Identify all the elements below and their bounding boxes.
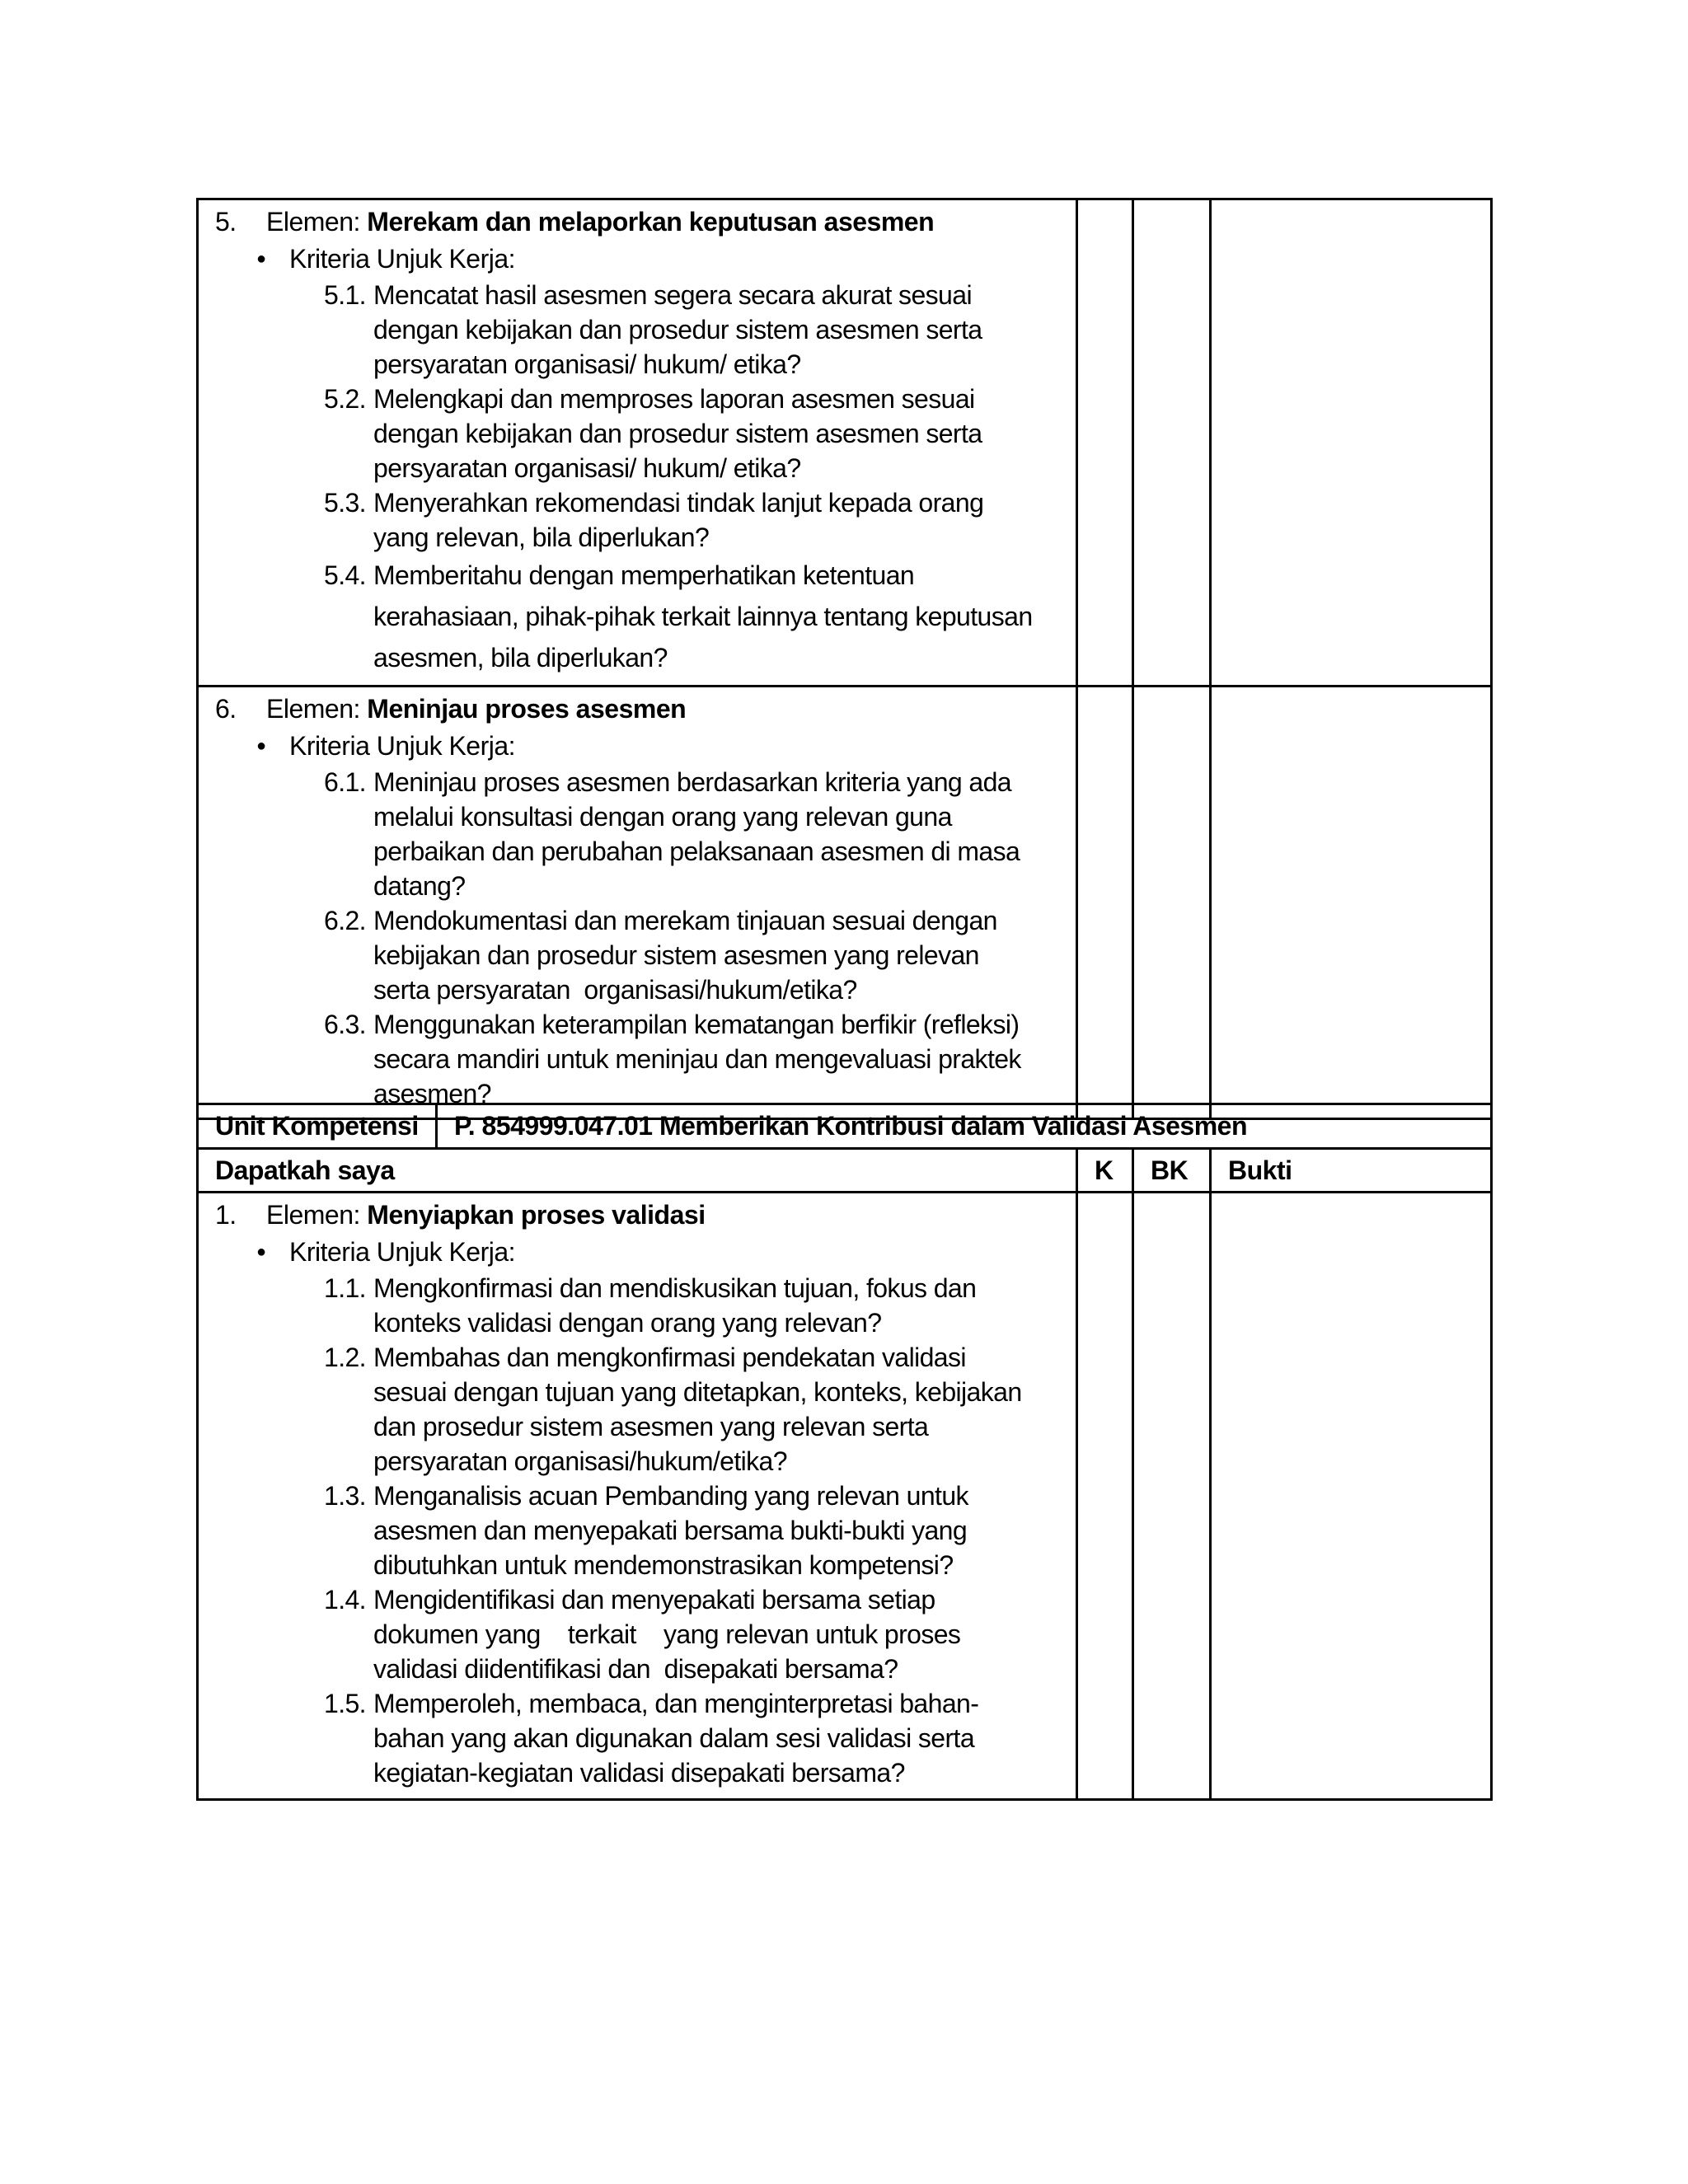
criterion-text: Membahas dan mengkonfirmasi pendekatan validasi sesuai dengan tujuan yang ditetapkan, konteks, kebijakan dan prosedur sistem asesmen yang relevan serta persyaratan organisasi/hukum/etika? — [373, 1343, 1022, 1476]
element-cell — [198, 687, 1077, 1119]
bukti-header-cell — [1211, 1149, 1492, 1193]
k-checkbox-cell[interactable] — [1077, 1193, 1133, 1800]
unit-title-cell — [437, 1104, 1492, 1149]
element-label: Elemen: — [266, 207, 360, 237]
criterion-text: Memperoleh, membaca, dan menginterpretasi bahan-bahan yang akan digunakan dalam sesi validasi serta kegiatan-kegiatan validasi disepakati bersama? — [373, 1689, 979, 1788]
criterion — [215, 278, 1076, 382]
element-label: Elemen: — [266, 1200, 360, 1230]
bk-checkbox-cell[interactable] — [1133, 687, 1211, 1119]
bullet-icon: ● — [256, 1243, 266, 1261]
bk-header: BK — [1151, 1155, 1189, 1185]
unit-label: Unit Kompetensi — [215, 1111, 419, 1141]
criterion — [215, 1271, 1076, 1340]
element-heading — [215, 204, 1076, 240]
element-heading — [215, 1197, 1076, 1233]
criterion-number: 6.3. — [324, 1010, 366, 1039]
criterion — [215, 903, 1076, 1007]
criterion — [215, 555, 1076, 678]
criterion-text: Mendokumentasi dan merekam tinjauan sesuai dengan kebijakan dan prosedur sistem asesmen yang relevan serta persyaratan organisasi/hukum/etika? — [373, 906, 1020, 1005]
criteria-label: Kriteria Unjuk Kerja: — [289, 244, 516, 274]
criterion-text: Meninjau proses asesmen berdasarkan kriteria yang ada melalui konsultasi dengan orang yang relevan guna perbaikan dan perubahan pelaksanaan asesmen di masa datang? — [373, 767, 1020, 901]
criterion-number: 1.2. — [324, 1343, 366, 1372]
criterion — [215, 765, 1076, 903]
criterion-text: Menggunakan keterampilan kematangan berfikir (refleksi) secara mandiri untuk meninjau dan mengevaluasi praktek asesmen? — [373, 1010, 1021, 1108]
element-title: Meninjau proses asesmen — [367, 694, 687, 724]
assessment-table-continued — [196, 198, 1493, 1120]
criterion-number: 5.2. — [324, 384, 366, 414]
unit-label-cell — [198, 1104, 437, 1149]
element-heading — [215, 691, 1076, 727]
criteria-heading — [215, 240, 1076, 278]
bullet-icon: ● — [256, 250, 266, 268]
unit-title: P. 854999.047.01 Memberikan Kontribusi dalam Validasi Asesmen — [454, 1111, 1247, 1141]
criterion — [215, 382, 1076, 485]
element-number: 1. — [215, 1200, 237, 1230]
criterion-number: 5.3. — [324, 488, 366, 518]
element-label: Elemen: — [266, 694, 360, 724]
criterion-number: 5.1. — [324, 280, 366, 310]
criterion — [215, 485, 1076, 555]
element-cell — [198, 1193, 1077, 1800]
element-title: Merekam dan melaporkan keputusan asesmen — [367, 207, 935, 237]
k-checkbox-cell[interactable] — [1077, 687, 1133, 1119]
criteria-label: Kriteria Unjuk Kerja: — [289, 731, 516, 761]
bullet-icon: ● — [256, 737, 266, 755]
criterion — [215, 1007, 1076, 1111]
criterion — [215, 1340, 1076, 1479]
k-header: K — [1095, 1155, 1114, 1185]
criterion-number: 1.5. — [324, 1689, 366, 1718]
criterion-text: Mengkonfirmasi dan mendiskusikan tujuan, fokus dan konteks validasi dengan orang yang relevan? — [373, 1273, 977, 1338]
bukti-header: Bukti — [1228, 1155, 1292, 1185]
k-header-cell — [1077, 1149, 1133, 1193]
criterion-text: Melengkapi dan memproses laporan asesmen sesuai dengan kebijakan dan prosedur sistem asesmen serta persyaratan organisasi/ hukum/ etika? — [373, 384, 982, 483]
question-header-cell — [198, 1149, 1077, 1193]
criterion-number: 5.4. — [324, 560, 366, 590]
question-header: Dapatkah saya — [215, 1155, 395, 1185]
criterion-text: Mencatat hasil asesmen segera secara akurat sesuai dengan kebijakan dan prosedur sistem asesmen serta persyaratan organisasi/ hukum/ etika? — [373, 280, 982, 379]
evidence-cell[interactable] — [1211, 199, 1492, 687]
unit-header-row — [198, 1104, 1492, 1149]
criterion-number: 6.2. — [324, 906, 366, 935]
element-number: 6. — [215, 694, 237, 724]
k-checkbox-cell[interactable] — [1077, 199, 1133, 687]
element-number: 5. — [215, 207, 237, 237]
criterion-text: Menyerahkan rekomendasi tindak lanjut kepada orang yang relevan, bila diperlukan? — [373, 488, 984, 552]
criteria-heading — [215, 727, 1076, 765]
criterion — [215, 1686, 1076, 1790]
table-row-element-6 — [198, 687, 1492, 1119]
assessment-table-unit — [196, 1103, 1493, 1801]
table-row-element-1 — [198, 1193, 1492, 1800]
criteria-label: Kriteria Unjuk Kerja: — [289, 1237, 516, 1267]
evidence-cell[interactable] — [1211, 1193, 1492, 1800]
criterion-number: 6.1. — [324, 767, 366, 797]
column-header-row — [198, 1149, 1492, 1193]
element-cell — [198, 199, 1077, 687]
evidence-cell[interactable] — [1211, 687, 1492, 1119]
criteria-heading — [215, 1233, 1076, 1271]
criterion-text: Menganalisis acuan Pembanding yang relevan untuk asesmen dan menyepakati bersama bukti-bukti yang dibutuhkan untuk mendemonstrasikan kompetensi? — [373, 1481, 968, 1580]
criterion-text: Memberitahu dengan memperhatikan ketentuan kerahasiaan, pihak-pihak terkait lainnya tentang keputusan asesmen, bila diperlukan? — [373, 560, 1033, 673]
criterion — [215, 1479, 1076, 1582]
bk-checkbox-cell[interactable] — [1133, 199, 1211, 687]
element-title: Menyiapkan proses validasi — [367, 1200, 706, 1230]
criterion-number: 1.1. — [324, 1273, 366, 1303]
bk-header-cell — [1133, 1149, 1211, 1193]
bk-checkbox-cell[interactable] — [1133, 1193, 1211, 1800]
criterion-number: 1.3. — [324, 1481, 366, 1511]
criterion — [215, 1582, 1076, 1686]
criterion-text: Mengidentifikasi dan menyepakati bersama setiap dokumen yang terkait yang relevan untuk proses validasi diidentifikasi dan disepakati bersama? — [373, 1585, 968, 1684]
table-row-element-5 — [198, 199, 1492, 687]
criterion-number: 1.4. — [324, 1585, 366, 1615]
